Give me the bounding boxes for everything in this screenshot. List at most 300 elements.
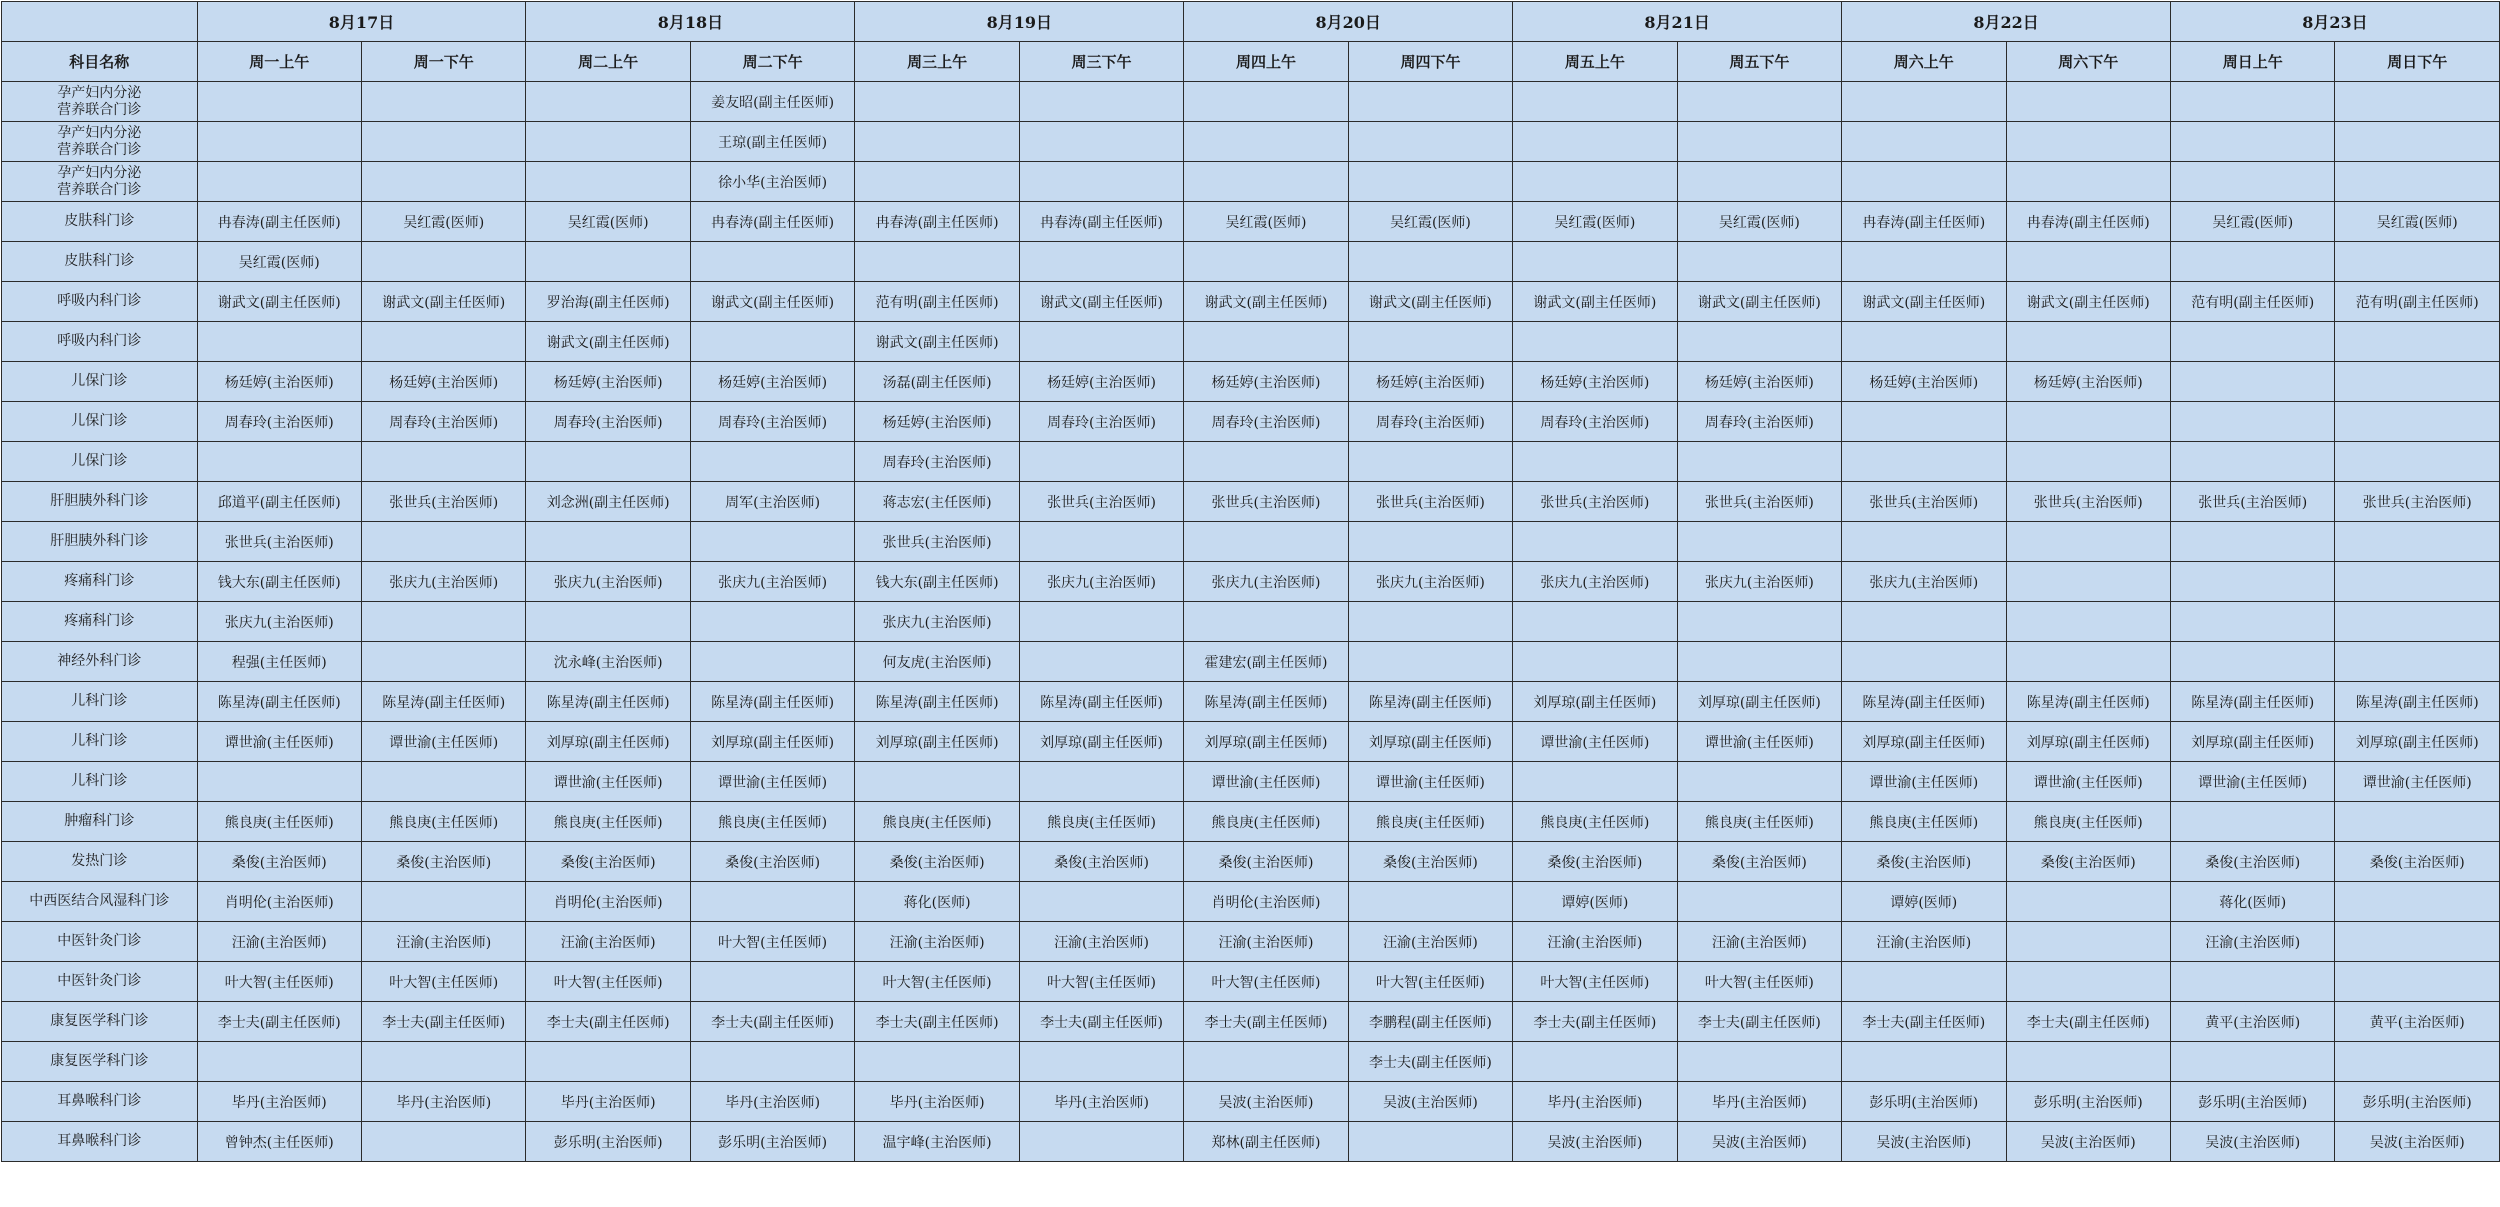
doctor-cell [690, 242, 854, 282]
doctor-cell [1348, 522, 1512, 562]
doctor-cell [2335, 322, 2500, 362]
doctor-cell: 李士夫(副主任医师) [1019, 1002, 1183, 1042]
doctor-cell [1677, 762, 1841, 802]
doctor-cell: 周军(主治医师) [690, 482, 854, 522]
doctor-cell [1348, 242, 1512, 282]
doctor-cell [197, 122, 361, 162]
doctor-cell [2006, 1042, 2170, 1082]
doctor-cell [1842, 962, 2006, 1002]
doctor-cell [2170, 602, 2334, 642]
doctor-cell: 张庆九(主治医师) [1184, 562, 1348, 602]
doctor-cell [690, 962, 854, 1002]
doctor-cell: 谢武文(副主任医师) [1842, 282, 2006, 322]
doctor-cell [1513, 82, 1677, 122]
table-row [2, 402, 2500, 442]
doctor-cell [2170, 962, 2334, 1002]
doctor-cell: 罗治海(副主任医师) [526, 282, 690, 322]
doctor-cell: 叶大智(主任医师) [362, 962, 526, 1002]
doctor-cell [362, 522, 526, 562]
doctor-cell [1513, 322, 1677, 362]
doctor-cell [2170, 242, 2334, 282]
doctor-cell [1677, 122, 1841, 162]
doctor-cell [2335, 162, 2500, 202]
doctor-cell: 蒋志宏(主任医师) [855, 482, 1019, 522]
doctor-cell [526, 442, 690, 482]
doctor-cell [197, 322, 361, 362]
doctor-cell [1019, 762, 1183, 802]
doctor-cell [690, 322, 854, 362]
doctor-cell: 刘厚琼(副主任医师) [1677, 682, 1841, 722]
doctor-cell: 熊良庚(主任医师) [1184, 802, 1348, 842]
slot-header: 周日上午 [2170, 42, 2334, 82]
doctor-cell [1513, 1042, 1677, 1082]
doctor-cell [1019, 162, 1183, 202]
doctor-cell: 吴波(主治医师) [1348, 1082, 1512, 1122]
doctor-cell: 熊良庚(主任医师) [1513, 802, 1677, 842]
doctor-cell [2170, 82, 2334, 122]
dept-name-cell: 儿科门诊 [2, 762, 198, 802]
doctor-cell: 谢武文(副主任医师) [1019, 282, 1183, 322]
doctor-cell: 张庆九(主治医师) [1677, 562, 1841, 602]
doctor-cell: 曾钟杰(主任医师) [197, 1122, 361, 1162]
doctor-cell: 吴红霞(医师) [526, 202, 690, 242]
doctor-cell: 熊良庚(主任医师) [1842, 802, 2006, 842]
doctor-cell: 张世兵(主治医师) [1513, 482, 1677, 522]
doctor-cell: 张庆九(主治医师) [855, 602, 1019, 642]
doctor-cell [1019, 642, 1183, 682]
doctor-cell: 吴红霞(医师) [197, 242, 361, 282]
dept-name-cell: 中西医结合风湿科门诊 [2, 882, 198, 922]
doctor-cell: 谭世渝(主任医师) [197, 722, 361, 762]
table-row [2, 162, 2500, 202]
doctor-cell: 刘厚琼(副主任医师) [1019, 722, 1183, 762]
doctor-cell: 张世兵(主治医师) [197, 522, 361, 562]
doctor-cell: 谭世渝(主任医师) [2170, 762, 2334, 802]
doctor-cell [362, 882, 526, 922]
table-row [2, 722, 2500, 762]
doctor-cell: 陈星涛(副主任医师) [1184, 682, 1348, 722]
doctor-cell [2335, 522, 2500, 562]
doctor-cell: 熊良庚(主任医师) [2006, 802, 2170, 842]
table-row [2, 1002, 2500, 1042]
doctor-cell [1184, 322, 1348, 362]
doctor-cell [1513, 642, 1677, 682]
dept-name-cell: 疼痛科门诊 [2, 602, 198, 642]
doctor-cell [1019, 442, 1183, 482]
doctor-cell [855, 1042, 1019, 1082]
doctor-cell [362, 242, 526, 282]
doctor-cell: 李士夫(副主任医师) [1842, 1002, 2006, 1042]
doctor-cell: 桑俊(主治医师) [1842, 842, 2006, 882]
doctor-cell: 李士夫(副主任医师) [1184, 1002, 1348, 1042]
doctor-cell: 杨廷婷(主治医师) [855, 402, 1019, 442]
doctor-cell: 刘厚琼(副主任医师) [1348, 722, 1512, 762]
doctor-cell: 陈星涛(副主任医师) [1842, 682, 2006, 722]
doctor-cell [1019, 602, 1183, 642]
dept-name-cell: 儿保门诊 [2, 442, 198, 482]
doctor-cell: 吴红霞(医师) [1513, 202, 1677, 242]
doctor-cell: 李士夫(副主任医师) [2006, 1002, 2170, 1042]
dept-name-cell: 中医针灸门诊 [2, 922, 198, 962]
doctor-cell [1019, 82, 1183, 122]
doctor-cell [1348, 82, 1512, 122]
doctor-cell [1842, 522, 2006, 562]
doctor-cell: 叶大智(主任医师) [855, 962, 1019, 1002]
doctor-cell: 毕丹(主治医师) [1019, 1082, 1183, 1122]
doctor-cell [1184, 122, 1348, 162]
doctor-cell: 谢武文(副主任医师) [362, 282, 526, 322]
doctor-cell: 谢武文(副主任医师) [690, 282, 854, 322]
doctor-cell: 张世兵(主治医师) [1842, 482, 2006, 522]
doctor-cell: 桑俊(主治医师) [362, 842, 526, 882]
doctor-cell: 周春玲(主治医师) [362, 402, 526, 442]
doctor-cell: 叶大智(主任医师) [197, 962, 361, 1002]
doctor-cell: 谭世渝(主任医师) [1348, 762, 1512, 802]
doctor-cell: 桑俊(主治医师) [1513, 842, 1677, 882]
doctor-cell: 张庆九(主治医师) [1348, 562, 1512, 602]
doctor-cell [2170, 642, 2334, 682]
doctor-cell [1677, 322, 1841, 362]
dept-name-cell: 肝胆胰外科门诊 [2, 482, 198, 522]
doctor-cell: 谭世渝(主任医师) [2006, 762, 2170, 802]
doctor-cell: 张庆九(主治医师) [526, 562, 690, 602]
doctor-cell [1019, 522, 1183, 562]
doctor-cell [362, 762, 526, 802]
date-header-row [2, 2, 2500, 42]
doctor-cell: 张世兵(主治医师) [1184, 482, 1348, 522]
doctor-cell: 吴波(主治医师) [1513, 1122, 1677, 1162]
doctor-cell: 桑俊(主治医师) [526, 842, 690, 882]
doctor-cell: 吴红霞(医师) [1348, 202, 1512, 242]
table-row [2, 442, 2500, 482]
doctor-cell [2335, 122, 2500, 162]
doctor-cell [2335, 1042, 2500, 1082]
doctor-cell: 冉春涛(副主任医师) [2006, 202, 2170, 242]
doctor-cell [2170, 802, 2334, 842]
doctor-cell: 汪渝(主治医师) [855, 922, 1019, 962]
doctor-cell: 谭世渝(主任医师) [362, 722, 526, 762]
doctor-cell: 黄平(主治医师) [2170, 1002, 2334, 1042]
doctor-cell: 张庆九(主治医师) [1019, 562, 1183, 602]
doctor-cell: 王琼(副主任医师) [690, 122, 854, 162]
doctor-cell: 陈星涛(副主任医师) [855, 682, 1019, 722]
doctor-cell [690, 602, 854, 642]
doctor-cell: 汪渝(主治医师) [197, 922, 361, 962]
doctor-cell: 周春玲(主治医师) [1348, 402, 1512, 442]
doctor-cell: 谢武文(副主任医师) [855, 322, 1019, 362]
doctor-cell: 陈星涛(副主任医师) [1348, 682, 1512, 722]
doctor-cell [362, 162, 526, 202]
slot-header: 周四下午 [1348, 42, 1512, 82]
doctor-cell [2335, 802, 2500, 842]
doctor-cell: 熊良庚(主任医师) [197, 802, 361, 842]
doctor-cell: 桑俊(主治医师) [197, 842, 361, 882]
doctor-cell [1184, 242, 1348, 282]
doctor-cell [855, 82, 1019, 122]
doctor-cell: 谭世渝(主任医师) [1513, 722, 1677, 762]
doctor-cell [2006, 522, 2170, 562]
doctor-cell [1348, 122, 1512, 162]
doctor-cell [2335, 602, 2500, 642]
doctor-cell [1019, 122, 1183, 162]
doctor-cell: 李士夫(副主任医师) [855, 1002, 1019, 1042]
slot-header: 周日下午 [2335, 42, 2500, 82]
doctor-cell: 李鹏程(副主任医师) [1348, 1002, 1512, 1042]
dept-name-cell: 孕产妇内分泌 营养联合门诊 [2, 82, 198, 122]
date-header: 8月23日 [2170, 2, 2499, 42]
doctor-cell: 谭世渝(主任医师) [2335, 762, 2500, 802]
dept-name-cell: 康复医学科门诊 [2, 1042, 198, 1082]
doctor-cell [1677, 442, 1841, 482]
doctor-cell: 桑俊(主治医师) [1677, 842, 1841, 882]
doctor-cell: 徐小华(主治医师) [690, 162, 854, 202]
doctor-cell [1513, 602, 1677, 642]
doctor-cell [2006, 122, 2170, 162]
doctor-cell: 桑俊(主治医师) [1184, 842, 1348, 882]
doctor-cell: 毕丹(主治医师) [362, 1082, 526, 1122]
doctor-cell [1677, 642, 1841, 682]
doctor-cell [362, 442, 526, 482]
doctor-cell: 桑俊(主治医师) [1019, 842, 1183, 882]
doctor-cell [2006, 922, 2170, 962]
slot-header: 周三下午 [1019, 42, 1183, 82]
doctor-cell [2006, 322, 2170, 362]
dept-name-cell: 孕产妇内分泌 营养联合门诊 [2, 162, 198, 202]
doctor-cell [2006, 962, 2170, 1002]
doctor-cell [362, 602, 526, 642]
doctor-cell: 汪渝(主治医师) [1019, 922, 1183, 962]
slot-header: 周二上午 [526, 42, 690, 82]
doctor-cell: 程强(主任医师) [197, 642, 361, 682]
doctor-cell: 肖明伦(主治医师) [1184, 882, 1348, 922]
doctor-cell [855, 162, 1019, 202]
doctor-cell [1513, 442, 1677, 482]
doctor-cell: 张世兵(主治医师) [1019, 482, 1183, 522]
doctor-cell: 熊良庚(主任医师) [1019, 802, 1183, 842]
doctor-cell [2170, 162, 2334, 202]
dept-name-cell: 皮肤科门诊 [2, 242, 198, 282]
doctor-cell: 谭世渝(主任医师) [1677, 722, 1841, 762]
slot-header: 周三上午 [855, 42, 1019, 82]
doctor-cell: 周春玲(主治医师) [1677, 402, 1841, 442]
dept-name-cell: 康复医学科门诊 [2, 1002, 198, 1042]
slot-header: 周一上午 [197, 42, 361, 82]
doctor-cell [362, 322, 526, 362]
doctor-cell: 叶大智(主任医师) [1513, 962, 1677, 1002]
slot-header: 周四上午 [1184, 42, 1348, 82]
doctor-cell [690, 882, 854, 922]
doctor-cell: 肖明伦(主治医师) [526, 882, 690, 922]
doctor-cell [197, 762, 361, 802]
doctor-cell [1842, 322, 2006, 362]
doctor-cell: 吴红霞(医师) [2170, 202, 2334, 242]
doctor-cell [2335, 882, 2500, 922]
doctor-cell: 彭乐明(主治医师) [2170, 1082, 2334, 1122]
doctor-cell [362, 1122, 526, 1162]
doctor-cell: 蒋化(医师) [2170, 882, 2334, 922]
doctor-cell: 张世兵(主治医师) [855, 522, 1019, 562]
doctor-cell: 冉春涛(副主任医师) [690, 202, 854, 242]
doctor-cell [1842, 442, 2006, 482]
doctor-cell: 范有明(副主任医师) [2170, 282, 2334, 322]
doctor-cell: 李士夫(副主任医师) [1677, 1002, 1841, 1042]
date-header: 8月22日 [1842, 2, 2171, 42]
doctor-cell [1677, 522, 1841, 562]
doctor-cell: 冉春涛(副主任医师) [855, 202, 1019, 242]
doctor-cell [1842, 1042, 2006, 1082]
doctor-cell: 李士夫(副主任医师) [197, 1002, 361, 1042]
doctor-cell [197, 1042, 361, 1082]
doctor-cell: 谭世渝(主任医师) [1842, 762, 2006, 802]
table-row [2, 482, 2500, 522]
table-row [2, 802, 2500, 842]
doctor-cell [1513, 242, 1677, 282]
doctor-cell: 冉春涛(副主任医师) [197, 202, 361, 242]
doctor-cell: 周春玲(主治医师) [1019, 402, 1183, 442]
table-row [2, 882, 2500, 922]
doctor-cell: 陈星涛(副主任医师) [2170, 682, 2334, 722]
dept-name-cell: 儿保门诊 [2, 402, 198, 442]
doctor-cell: 李士夫(副主任医师) [690, 1002, 854, 1042]
doctor-cell: 何友虎(主治医师) [855, 642, 1019, 682]
dept-name-cell: 呼吸内科门诊 [2, 282, 198, 322]
doctor-cell: 张世兵(主治医师) [1348, 482, 1512, 522]
doctor-cell: 吴红霞(医师) [1677, 202, 1841, 242]
doctor-cell: 范有明(副主任医师) [2335, 282, 2500, 322]
table-row [2, 322, 2500, 362]
doctor-cell: 钱大东(副主任医师) [197, 562, 361, 602]
dept-name-cell: 肝胆胰外科门诊 [2, 522, 198, 562]
table-row [2, 362, 2500, 402]
doctor-cell: 张庆九(主治医师) [1842, 562, 2006, 602]
doctor-cell: 陈星涛(副主任医师) [2335, 682, 2500, 722]
doctor-cell: 刘厚琼(副主任医师) [1184, 722, 1348, 762]
doctor-cell: 彭乐明(主治医师) [2335, 1082, 2500, 1122]
table-row [2, 202, 2500, 242]
doctor-cell: 刘厚琼(副主任医师) [526, 722, 690, 762]
doctor-cell [2335, 402, 2500, 442]
schedule-body [2, 82, 2500, 1162]
doctor-cell: 杨廷婷(主治医师) [1348, 362, 1512, 402]
doctor-cell [1513, 122, 1677, 162]
doctor-cell [1842, 162, 2006, 202]
doctor-cell: 杨廷婷(主治医师) [526, 362, 690, 402]
doctor-cell: 张庆九(主治医师) [690, 562, 854, 602]
dept-name-cell: 孕产妇内分泌 营养联合门诊 [2, 122, 198, 162]
slot-header: 周二下午 [690, 42, 854, 82]
doctor-cell: 毕丹(主治医师) [1677, 1082, 1841, 1122]
doctor-cell [2170, 442, 2334, 482]
doctor-cell [2170, 122, 2334, 162]
doctor-cell [1348, 1122, 1512, 1162]
doctor-cell: 杨廷婷(主治医师) [1513, 362, 1677, 402]
doctor-cell [197, 442, 361, 482]
doctor-cell: 熊良庚(主任医师) [1677, 802, 1841, 842]
doctor-cell [1842, 602, 2006, 642]
doctor-cell [526, 242, 690, 282]
corner-cell [2, 2, 198, 42]
doctor-cell [1348, 162, 1512, 202]
doctor-cell [2335, 562, 2500, 602]
doctor-cell: 杨廷婷(主治医师) [362, 362, 526, 402]
doctor-cell: 叶大智(主任医师) [1019, 962, 1183, 1002]
doctor-cell [2170, 562, 2334, 602]
doctor-cell [2006, 402, 2170, 442]
table-row [2, 242, 2500, 282]
doctor-cell: 汪渝(主治医师) [1677, 922, 1841, 962]
doctor-cell: 霍建宏(副主任医师) [1184, 642, 1348, 682]
doctor-cell [855, 762, 1019, 802]
doctor-cell [1019, 322, 1183, 362]
table-row [2, 762, 2500, 802]
doctor-cell [197, 162, 361, 202]
doctor-cell [2335, 962, 2500, 1002]
table-row [2, 962, 2500, 1002]
doctor-cell [526, 522, 690, 562]
table-row [2, 122, 2500, 162]
doctor-cell: 叶大智(主任医师) [526, 962, 690, 1002]
date-header: 8月21日 [1513, 2, 1842, 42]
doctor-cell [1019, 242, 1183, 282]
dept-name-cell: 肿瘤科门诊 [2, 802, 198, 842]
doctor-cell [855, 122, 1019, 162]
doctor-cell: 桑俊(主治医师) [855, 842, 1019, 882]
doctor-cell: 温宇峰(主治医师) [855, 1122, 1019, 1162]
table-row [2, 1082, 2500, 1122]
doctor-cell: 张世兵(主治医师) [2006, 482, 2170, 522]
doctor-cell: 毕丹(主治医师) [690, 1082, 854, 1122]
doctor-cell: 汪渝(主治医师) [1348, 922, 1512, 962]
doctor-cell: 汪渝(主治医师) [362, 922, 526, 962]
doctor-cell [855, 242, 1019, 282]
doctor-cell: 吴红霞(医师) [362, 202, 526, 242]
doctor-cell [1677, 82, 1841, 122]
doctor-cell: 周春玲(主治医师) [1184, 402, 1348, 442]
doctor-cell: 谢武文(副主任医师) [526, 322, 690, 362]
doctor-cell [1019, 1042, 1183, 1082]
doctor-cell [2006, 562, 2170, 602]
doctor-cell: 范有明(副主任医师) [855, 282, 1019, 322]
dept-name-cell: 中医针灸门诊 [2, 962, 198, 1002]
doctor-cell [1842, 122, 2006, 162]
doctor-cell [1842, 402, 2006, 442]
table-row [2, 642, 2500, 682]
doctor-cell: 谭婷(医师) [1513, 882, 1677, 922]
slot-header: 周六上午 [1842, 42, 2006, 82]
doctor-cell [1677, 1042, 1841, 1082]
doctor-cell: 吴波(主治医师) [2170, 1122, 2334, 1162]
doctor-cell: 熊良庚(主任医师) [690, 802, 854, 842]
doctor-cell [197, 82, 361, 122]
doctor-cell: 刘念洲(副主任医师) [526, 482, 690, 522]
doctor-cell: 吴波(主治医师) [1842, 1122, 2006, 1162]
doctor-cell: 谢武文(副主任医师) [1184, 282, 1348, 322]
doctor-cell: 李士夫(副主任医师) [526, 1002, 690, 1042]
doctor-cell: 彭乐明(主治医师) [1842, 1082, 2006, 1122]
doctor-cell: 桑俊(主治医师) [2006, 842, 2170, 882]
doctor-cell: 李士夫(副主任医师) [1513, 1002, 1677, 1042]
doctor-cell [2006, 642, 2170, 682]
doctor-cell: 张庆九(主治医师) [362, 562, 526, 602]
dept-name-cell: 儿科门诊 [2, 682, 198, 722]
doctor-cell: 汪渝(主治医师) [1842, 922, 2006, 962]
doctor-cell [1019, 882, 1183, 922]
doctor-cell [690, 642, 854, 682]
doctor-cell: 吴红霞(医师) [1184, 202, 1348, 242]
doctor-cell [2335, 362, 2500, 402]
table-row [2, 1122, 2500, 1162]
doctor-cell: 汪渝(主治医师) [526, 922, 690, 962]
